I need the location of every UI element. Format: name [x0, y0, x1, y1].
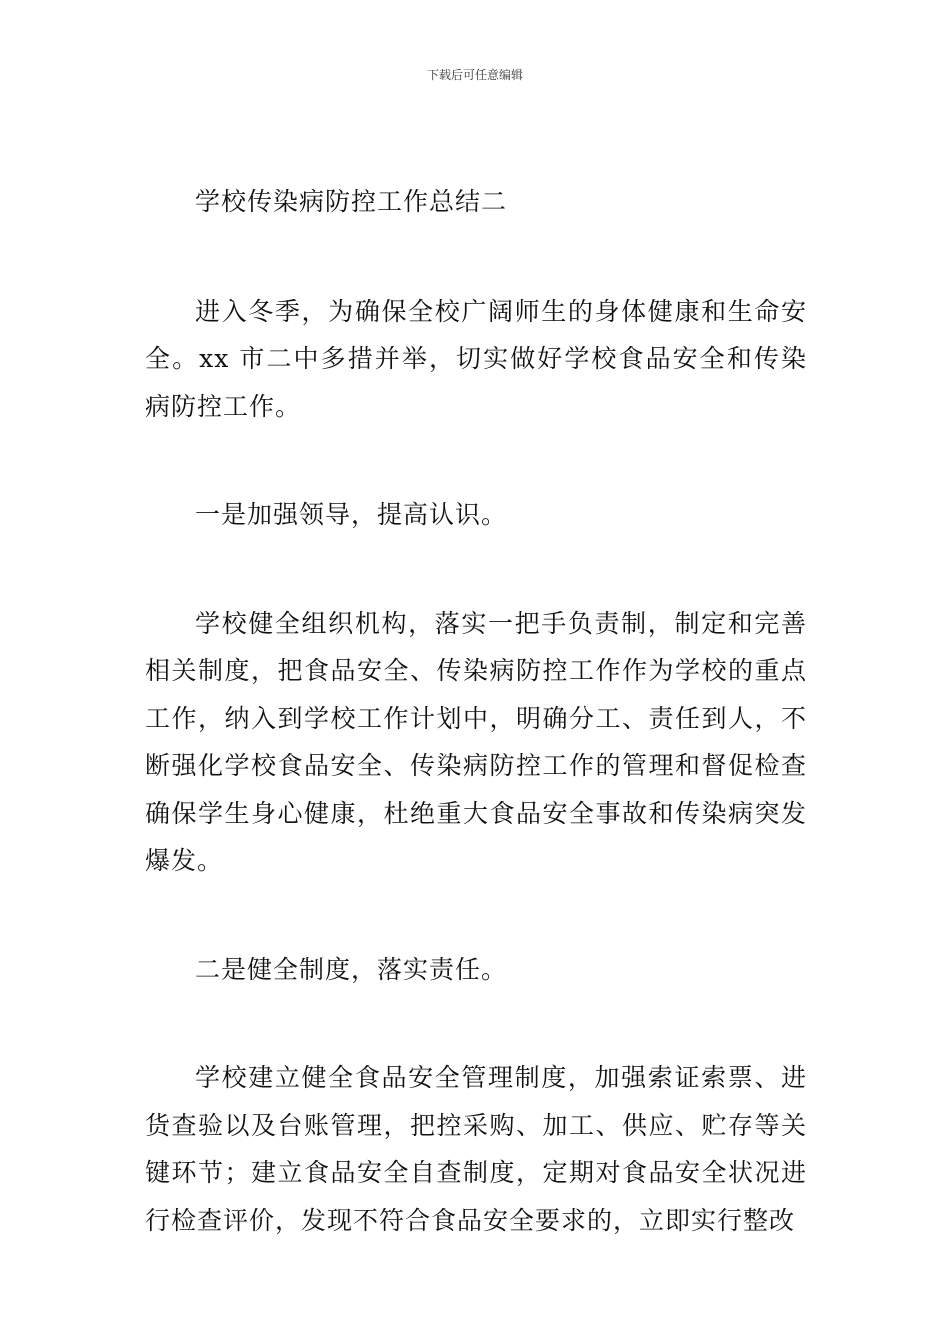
paragraph-gap [145, 226, 807, 288]
paragraph-section-2: 学校建立健全食品安全管理制度，加强索证索票、进货查验以及台账管理，把控采购、加工、供应、贮存等关键环节；建立食品安全自查制度，定期对食品安全状况进行检查评价，发现不符合食品安全要求的，立即实行整改 [145, 1063, 807, 1235]
paragraph-section-1: 学校健全组织机构，落实一把手负责制，制定和完善相关制度，把食品安全、传染病防控工作作为学校的重点工作，纳入到学校工作计划中，明确分工、责任到人，不断强化学校食品安全、传染病防控工作的管理和督促检查确保学生身心健康，杜绝重大食品安全事故和传染病突发爆发。 [145, 608, 807, 875]
paragraph-intro: 进入冬季，为确保全校广阔师生的身体健康和生命安全。xx 市二中多措并举，切实做好学校食品安全和传染病防控工作。 [145, 296, 807, 421]
paragraph-gap [145, 430, 807, 491]
section-heading-2: 二是健全制度，落实责任。 [195, 954, 508, 984]
section-heading-1: 一是加强领导，提高认识。 [195, 500, 508, 529]
document-body [145, 178, 807, 1244]
paragraph-gap [145, 993, 807, 1054]
document-title: 学校传染病防控工作总结二 [195, 187, 508, 216]
paragraph-gap [145, 885, 807, 946]
paragraph-gap [145, 539, 807, 600]
header-note: 下载后可任意编辑 [426, 68, 523, 82]
